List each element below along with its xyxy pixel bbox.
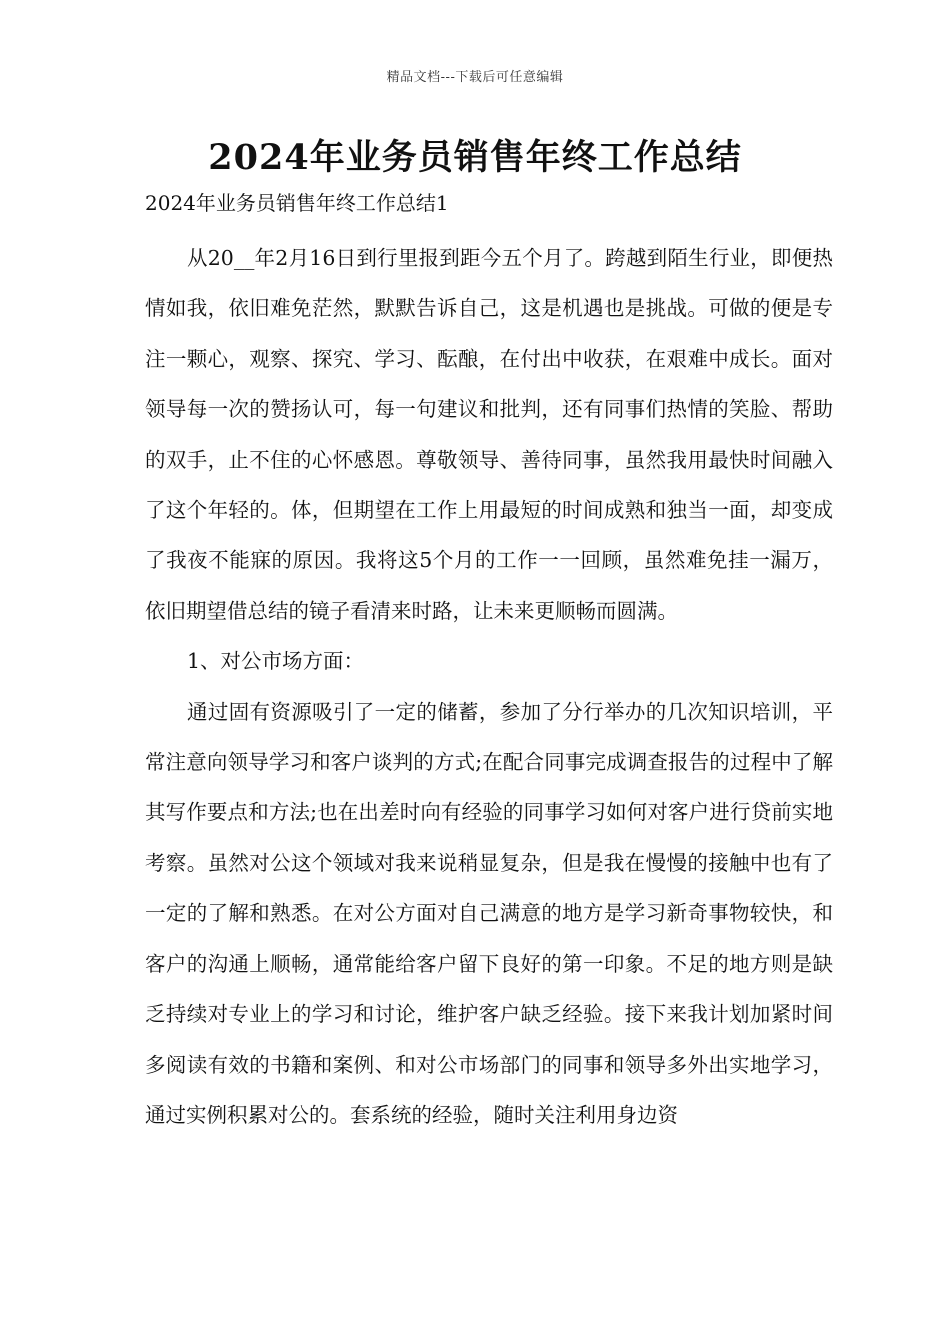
section-heading-corporate-market: 1、对公市场方面： [187, 649, 365, 674]
paragraph-corporate-market: 通过固有资源吸引了一定的储蓄，参加了分行举办的几次知识培训，平常注意向领导学习和客户谈判的方式;在配合同事完成调查报告的过程中了解其写作要点和方法;也在出差时向有经验的同事学习如何对客户进行贷前实地考察。虽然对公这个领域对我来说稍显复杂，但是我在慢慢的接触中也有了一定的了解和熟悉。在对公方面对自己满意的地方是学习新奇事物较快，和客户的沟通上顺畅，通常能给客户留下良好的第一印象。不足的地方则是缺乏持续对专业上的学习和讨论，维护客户缺乏经验。接下来我计划加紧时间多阅读有效的书籍和案例、和对公市场部门的同事和领导多外出实地学习，通过实例积累对公的。套系统的经验，随时关注利用身边资 [145, 699, 833, 1127]
header-note: 精品文档---下载后可任意编辑 [386, 70, 564, 85]
document-subtitle: 2024年业务员销售年终工作总结1 [145, 191, 449, 215]
paragraph-intro: 从20__年2月16日到行里报到距今五个月了。跨越到陌生行业，即便热情如我，依旧难免茫然，默默告诉自己，这是机遇也是挑战。可做的便是专注一颗心，观察、探究、学习、酝酿，在付出中收获，在艰难中成长。面对领导每一次的赞扬认可，每一句建议和批判，还有同事们热情的笑脸、帮助的双手，止不住的心怀感恩。尊敬领导、善待同事，虽然我用最快时间融入了这个年轻的。体，但期望在工作上用最短的时间成熟和独当一面，却变成了我夜不能寐的原因。我将这5个月的工作一一回顾，虽然难免挂一漏万，依旧期望借总结的镜子看清来时路，让未来更顺畅而圆满。 [145, 246, 833, 623]
document-body [145, 233, 833, 1140]
document-title: 2024年业务员销售年终工作总结 [208, 137, 742, 178]
